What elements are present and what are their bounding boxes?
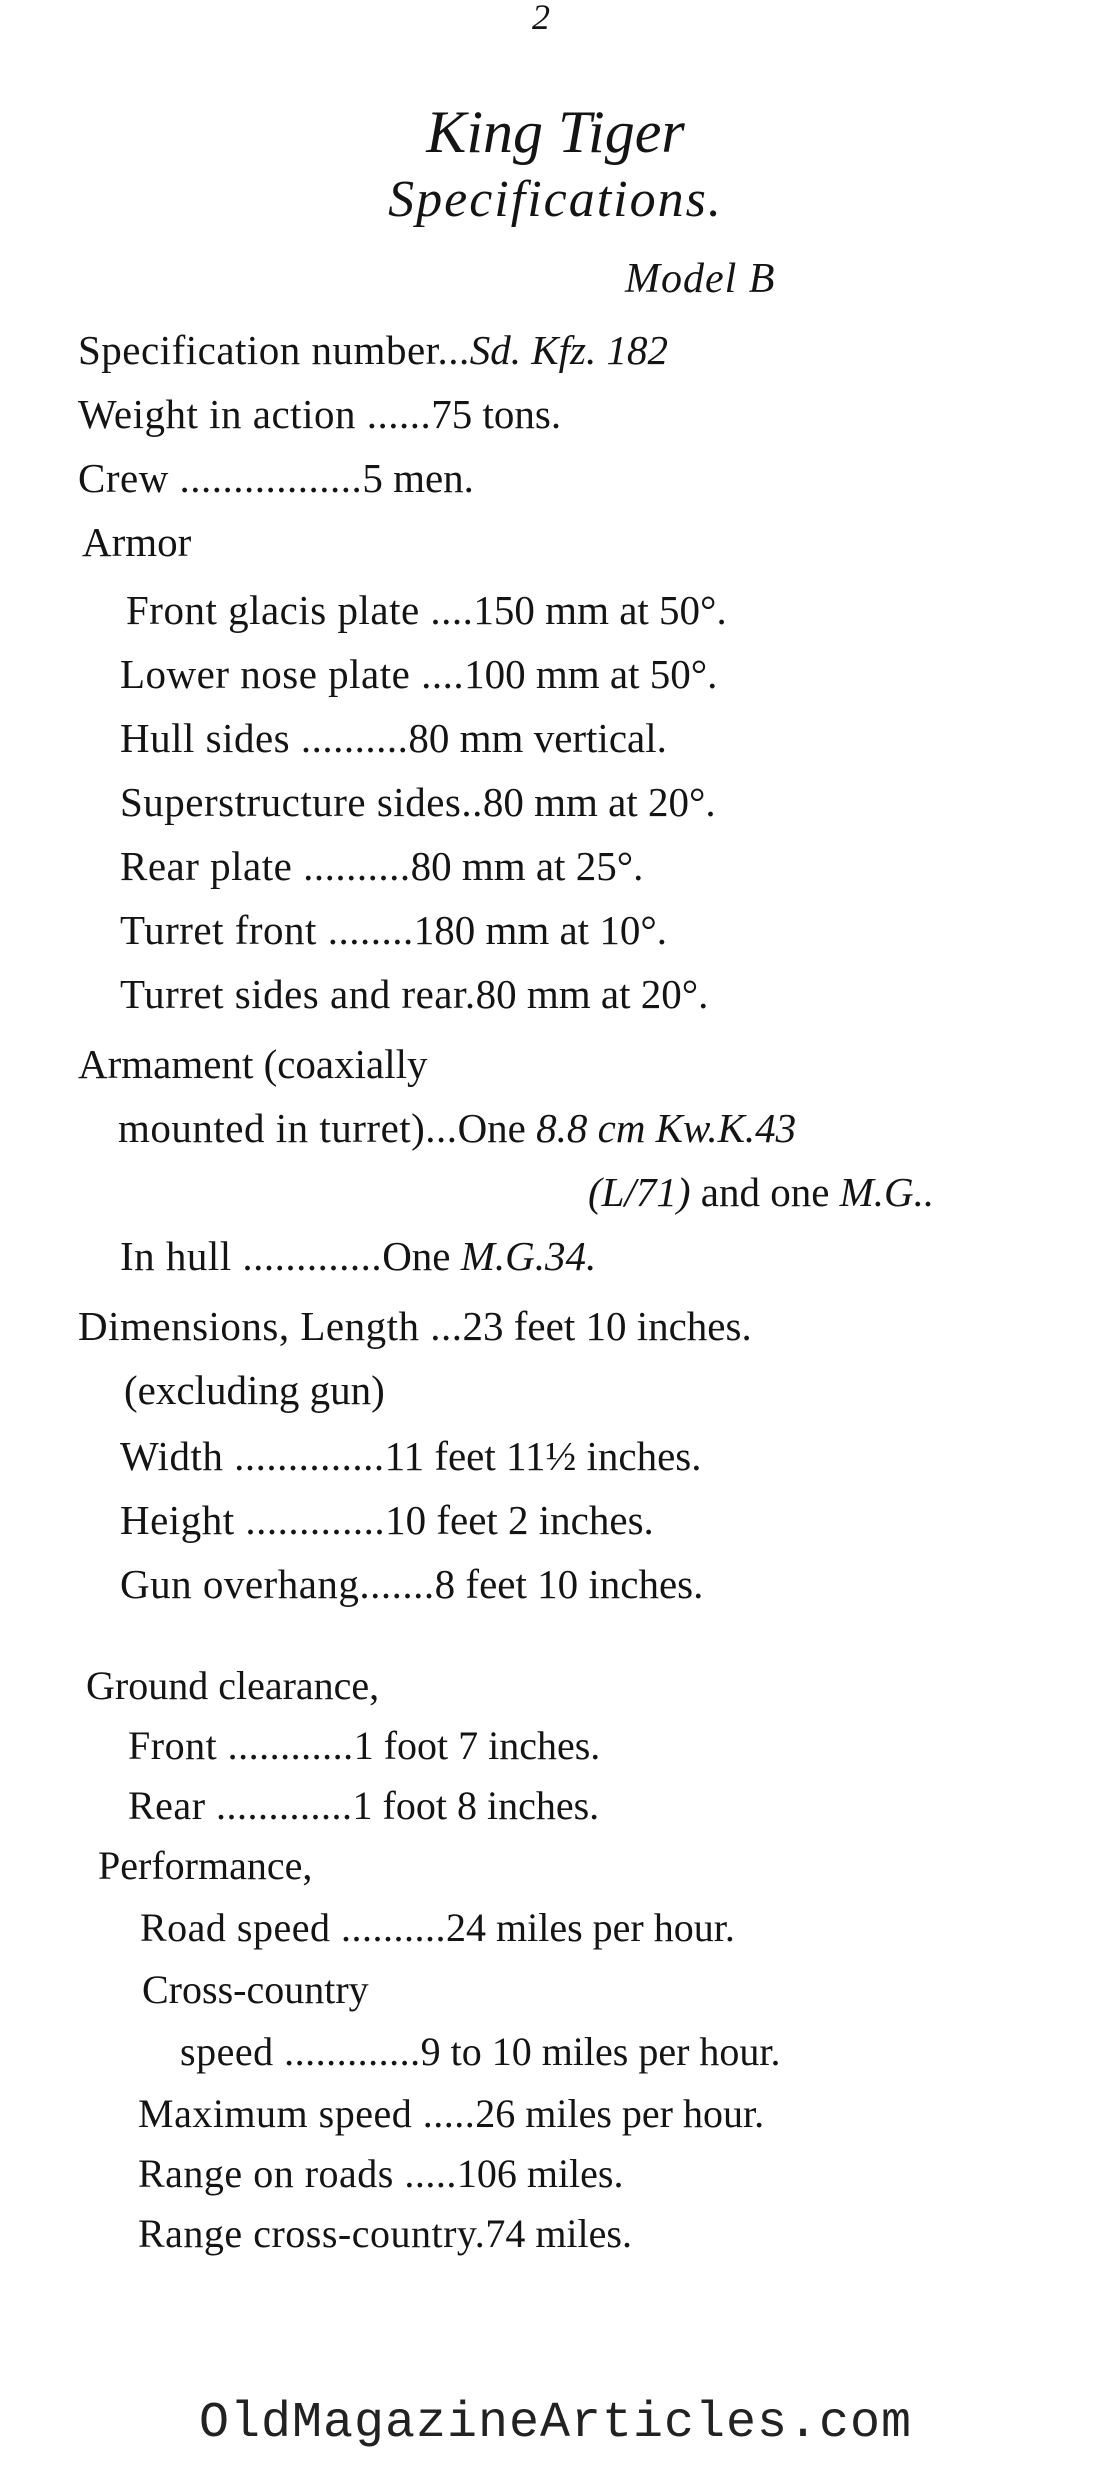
spec-label: Hull sides .......... [120,715,409,761]
spec-label: Dimensions, Length ... [78,1303,463,1349]
spec-row [120,779,716,825]
spec-value: 80 mm at 20°. [482,779,716,825]
spec-label: Turret front ........ [120,907,414,953]
spec-value: 5 men. [362,455,474,501]
spec-row [120,971,709,1017]
spec-value: 24 miles per hour. [446,1905,735,1950]
spec-row [120,1233,597,1279]
spec-label: Range on roads ..... [138,2151,457,2196]
spec-row [78,455,474,501]
spec-label: speed ............. [180,2029,421,2074]
spec-value: (L/71) and one M.G.. [588,1169,935,1215]
spec-note: (excluding gun) [124,1367,385,1413]
spec-value: 100 mm at 50°. [464,651,718,697]
spec-value: 8 feet 10 inches. [434,1561,704,1607]
spec-label: Front ............ [128,1723,354,1768]
spec-label: Front glacis plate .... [126,587,474,633]
section-heading: Armor [82,519,192,565]
spec-value: 80 mm at 20°. [475,971,709,1017]
spec-value: 11 feet 11½ inches. [384,1433,702,1479]
spec-label: Maximum speed ..... [138,2091,476,2136]
spec-row [180,2029,781,2074]
spec-value: One 8.8 cm Kw.K.43 [457,1105,797,1151]
column-header: Model B [625,256,776,302]
page-title: King Tiger [426,99,685,165]
spec-value: 26 miles per hour. [475,2091,765,2136]
spec-value: Sd. Kfz. 182 [469,327,668,373]
section-heading: Cross-country [142,1967,369,2012]
spec-label: Rear ............. [128,1783,353,1828]
spec-row [120,1433,702,1479]
spec-row [78,1303,752,1349]
spec-row [138,2211,632,2256]
spec-row [120,1497,654,1543]
spec-row [128,1723,601,1768]
spec-value: 74 miles. [485,2211,632,2256]
section-heading: Performance, [98,1843,313,1888]
spec-label: Crew ................. [78,455,363,501]
spec-value: 150 mm at 50°. [473,587,727,633]
spec-row [120,843,644,889]
spec-label: Lower nose plate .... [120,651,465,697]
spec-row [120,907,667,953]
spec-value: 23 feet 10 inches. [462,1303,752,1349]
spec-label: Gun overhang....... [120,1561,435,1607]
spec-value: 180 mm at 10°. [413,907,667,953]
spec-label: Specification number... [78,327,470,373]
spec-row [140,1905,735,1950]
spec-value: 10 feet 2 inches. [385,1497,654,1543]
spec-value: 1 foot 7 inches. [353,1723,601,1768]
spec-value: 75 tons. [431,391,562,437]
spec-label: Height ............. [120,1497,386,1543]
spec-row [118,1105,797,1151]
site-watermark: OldMagazineArticles.com [198,2395,913,2452]
section-heading: Armament (coaxially [78,1041,428,1087]
spec-row [78,327,668,373]
page-number: 2 [532,0,550,37]
section-heading: Ground clearance, [86,1663,380,1708]
spec-row [588,1169,935,1215]
spec-row [138,2091,765,2136]
spec-row [120,651,718,697]
spec-row [128,1783,600,1828]
spec-label: Turret sides and rear. [120,971,476,1017]
spec-value: 80 mm vertical. [408,715,667,761]
spec-label: Rear plate .......... [120,843,411,889]
spec-row [120,715,667,761]
spec-value: 1 foot 8 inches. [352,1783,600,1828]
spec-label: In hull ............. [120,1233,383,1279]
spec-row [78,391,562,437]
spec-label: Road speed .......... [140,1905,447,1950]
spec-value: 106 miles. [456,2151,624,2196]
spec-row [120,1561,704,1607]
spec-row [138,2151,624,2196]
spec-row [126,587,727,633]
spec-label: mounted in turret)... [118,1105,458,1151]
spec-value: 80 mm at 25°. [410,843,644,889]
page-subtitle: Specifications. [388,171,723,228]
spec-value: One M.G.34. [382,1233,597,1279]
spec-label: Weight in action ...... [78,391,432,437]
spec-label: Superstructure sides.. [120,779,483,825]
spec-value: 9 to 10 miles per hour. [420,2029,781,2074]
spec-label: Width .............. [120,1433,385,1479]
spec-label: Range cross-country. [138,2211,486,2256]
